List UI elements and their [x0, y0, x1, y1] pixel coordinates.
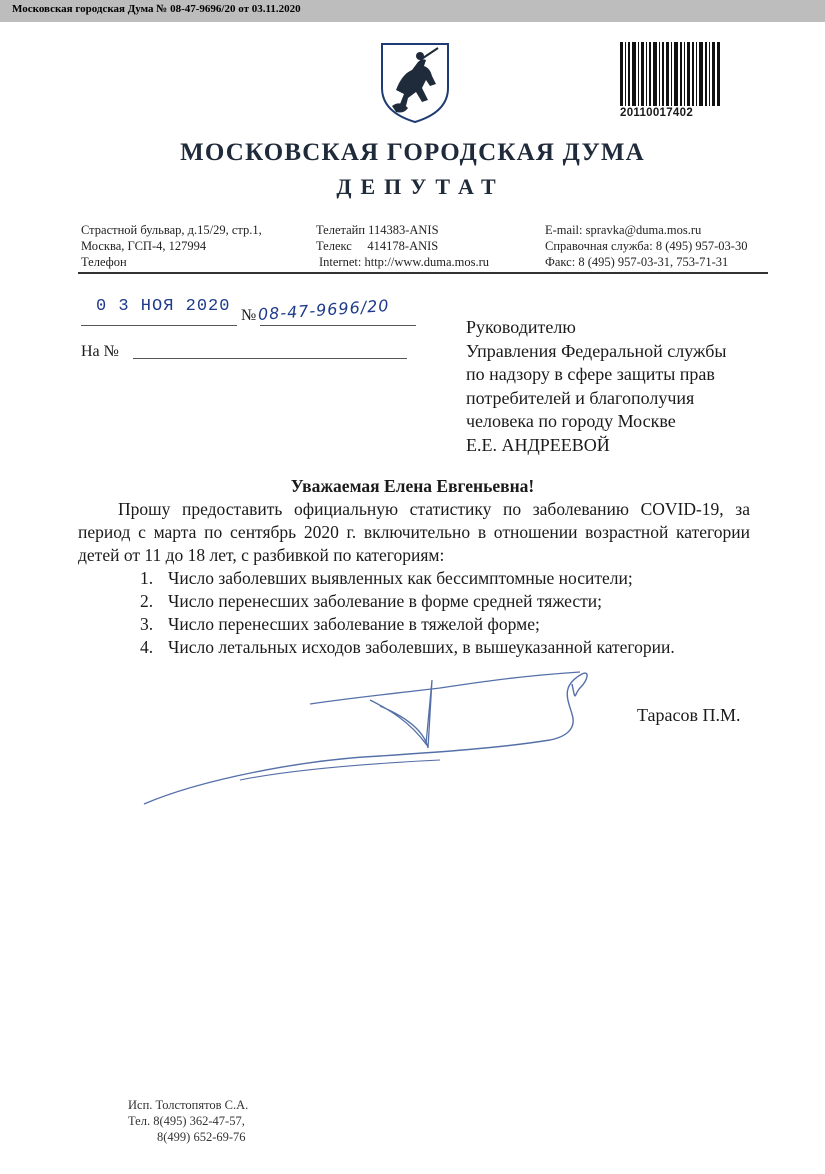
reply-to-label: На № — [81, 343, 119, 360]
list-item-number: 4. — [140, 637, 154, 657]
list-item-text: Число перенесших заболевание в форме средней тяжести; — [168, 591, 603, 611]
list-item — [140, 567, 675, 590]
contacts-email-phone — [545, 222, 747, 270]
list-item-text: Число заболевших выявленных как бессимптомные носители; — [168, 568, 633, 588]
letter-body: Прошу предоставить официальную статистику по заболеванию COVID-19, за период с марта по сентябрь 2020 г. включительно в отношении возрастной категории детей от 11 до 18 лет, с разбивкой по категориям: — [78, 499, 750, 565]
list-item-text: Число перенесших заболевание в тяжелой форме; — [168, 614, 540, 634]
recipient-line: Е.Е. АНДРЕЕВОЙ — [466, 434, 610, 455]
outgoing-number-label: № — [241, 307, 257, 324]
date-stamp: 0 3 НОЯ 2020 — [96, 297, 231, 316]
request-list — [140, 567, 675, 659]
signer-name: Тарасов П.М. — [637, 705, 741, 725]
list-item-number: 2. — [140, 591, 154, 611]
recipient-line: потребителей и благополучия — [466, 387, 695, 408]
contact-line: Страстной бульвар, д.15/29, стр.1, — [81, 223, 262, 237]
reply-to-underline — [133, 358, 407, 359]
contact-line: Москва, ГСП-4, 127994 — [81, 239, 207, 253]
executor-phone: Тел. 8(495) 362-47-57, — [128, 1114, 245, 1128]
organization-title: МОСКОВСКАЯ ГОРОДСКАЯ ДУМА — [180, 139, 645, 166]
recipient-line: Руководителю — [466, 317, 576, 337]
executor-phone: 8(499) 652-69-76 — [157, 1130, 246, 1144]
recipient-line: Управления Федеральной службы — [466, 340, 727, 361]
executor-name: Исп. Толстопятов С.А. — [128, 1098, 249, 1112]
contacts-telecom — [316, 222, 489, 270]
header-divider — [78, 272, 768, 274]
executor-block — [128, 1097, 248, 1145]
moscow-coat-of-arms-icon — [378, 40, 452, 124]
contact-line: Факс: 8 (495) 957-03-31, 753-71-31 — [545, 255, 729, 269]
barcode-number: 20110017402 — [620, 107, 694, 119]
document-header-text: Московская городская Дума № 08-47-9696/20 от 03.11.2020 — [12, 3, 301, 15]
contact-line: Телетайп 114383-ANIS — [316, 223, 439, 237]
recipient-line: человека по городу Москве — [466, 411, 676, 431]
contact-line: Справочная служба: 8 (495) 957-03-30 — [545, 239, 748, 253]
recipient-line: по надзору в сфере защиты прав — [466, 364, 715, 384]
document-header-bar — [0, 0, 825, 22]
handwritten-registration-number: 08-47-9696/20 — [257, 295, 391, 324]
contact-line: Телекс 414178-ANIS — [316, 239, 439, 253]
contacts-address — [81, 222, 262, 270]
organization-subtitle: ДЕПУТАТ — [336, 174, 505, 199]
contact-line: E-mail: spravka@duma.mos.ru — [545, 223, 702, 237]
list-item-number: 3. — [140, 614, 154, 634]
date-underline — [81, 325, 237, 326]
list-item — [140, 613, 675, 636]
list-item — [140, 636, 675, 659]
list-item-number: 1. — [140, 568, 154, 588]
handwritten-signature — [140, 660, 620, 810]
number-underline — [260, 325, 416, 326]
salutation: Уважаемая Елена Евгеньевна! — [290, 476, 535, 496]
list-item — [140, 590, 675, 613]
list-item-text: Число летальных исходов заболевших, в вышеуказанной категории. — [168, 637, 675, 657]
contact-line: Internet: http://www.duma.mos.ru — [319, 255, 489, 269]
barcode-image — [620, 42, 720, 106]
contact-line: Телефон — [81, 255, 127, 269]
recipient-block — [466, 316, 726, 457]
